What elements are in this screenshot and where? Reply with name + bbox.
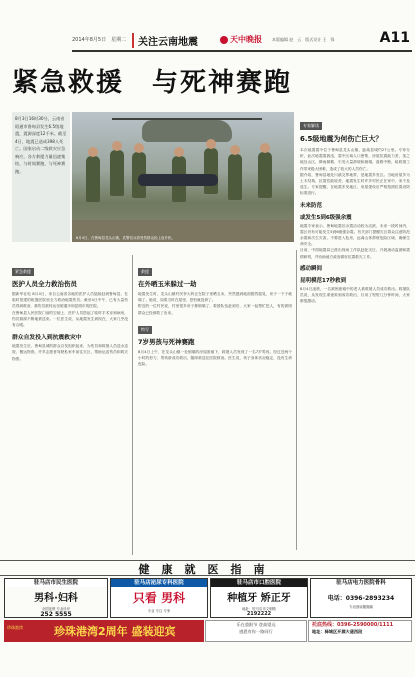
section-tag: 救援 xyxy=(138,268,152,276)
ad-line: 乐在重阳节 登高望远 xyxy=(236,622,276,627)
article-paragraph: 8月4日凌晨，一名被困废墟中的老人被救援人员成功救出。救援队员说，从发现生命迹象到成功救出，仅用了短短几分钟时间，大家都很激动。 xyxy=(300,286,410,304)
editors-credit: 本版编辑 赵 云 版式设计 王 锋 xyxy=(272,37,335,42)
ad-dental-hospital[interactable] xyxy=(210,578,308,618)
article-headline: 医护人员全力救治伤员 xyxy=(12,280,77,288)
contact-ad[interactable] xyxy=(308,620,412,642)
ad-main-text: 电话：0396-2893234 xyxy=(327,595,395,602)
page-number: A11 xyxy=(379,30,410,46)
ad-logo: 珍珠港湾 xyxy=(7,625,23,630)
ad-header: 驻马店市口腔医院 xyxy=(211,579,307,587)
photo-caption: 8月4日，在鲁甸县龙头山镇，武警官兵将受伤群众抬上直升机。 xyxy=(76,236,175,240)
article-paragraph: 地震发生后，鲁甸县城的群众自发组织起来，为伤员和救援人员送水送饭，搬运物资。许多志愿者驾驶私家车前往灾区，帮助运送伤员和救灾物资。 xyxy=(12,344,128,361)
rescue-photo xyxy=(72,112,294,242)
slogan-ad[interactable] xyxy=(205,620,307,642)
ad-subtext: 专业 专注 专家 xyxy=(147,609,171,613)
subhead: 未来防范 xyxy=(300,202,323,209)
ad-minsheng-hospital[interactable] xyxy=(4,578,108,618)
lede-text: 8月3日16时30分，云南省昭通市鲁甸县发生6.5级地震，震源深度12千米。截至4日，地震已造成398人死亡。国家启动二级救灾应急响应，各方救援力量迅速集结，与时间赛跑，与死神赛跑。 xyxy=(15,116,67,174)
section-title: 关注云南地震 xyxy=(132,33,198,48)
section-tag: 专家解读 xyxy=(300,122,322,130)
ad-address: 地址：驿城区开源大道西段 xyxy=(312,628,363,634)
article-headline: 6.5级地震为何伤亡巨大？ xyxy=(300,135,383,143)
ad-subtext: 专治颈肩腰腿痛 xyxy=(349,605,373,609)
pearl-bay-ad[interactable] xyxy=(4,620,204,642)
ad-row xyxy=(4,578,412,618)
lede-box xyxy=(12,112,70,242)
ad-title: 珍珠港湾2周年 盛装迎宾 xyxy=(54,625,176,638)
ad-main-text: 只看 男科 xyxy=(132,591,186,605)
newspaper-logo: 天中晚报 xyxy=(220,34,262,45)
ad-urology-hospital[interactable] xyxy=(110,578,208,618)
soldier-figure xyxy=(110,150,124,196)
column-divider xyxy=(132,255,133,555)
subhead: 昆明模范17秒救到 xyxy=(300,277,347,284)
article-paragraph: 据介绍，鲁甸县地处川滇交界地带，是地震多发区。当地房屋多为土木结构，抗震性能较差，地震发生时许多村民正在家中，来不及逃生。专家提醒，在地震多发地区，房屋建设应严格按照抗震设防标准进行。 xyxy=(300,172,410,196)
ad-phone: 2192222 xyxy=(246,611,272,617)
ad-phone: 托底热线：0396-2590000/1111 xyxy=(312,622,394,628)
article-headline: 7岁男孩与死神赛跑 xyxy=(138,337,195,346)
soldier-figure xyxy=(258,152,272,198)
ad-line: 感恩有你一路同行 xyxy=(239,629,273,634)
logo-icon xyxy=(220,36,228,44)
issue-date: 2014年8月5日 星期二 xyxy=(72,37,127,43)
soldier-figure xyxy=(228,154,242,200)
article-paragraph: 地震专家表示，鲁甸地震后余震活动较为活跃，未来一段时间内，震区仍有可能发生5到6级强余震。有关部门提醒灾区群众注意防范余震和次生灾害，不要进入危房，远离山体滑坡危险区域，确保生命安全。 xyxy=(300,223,410,247)
ad-subtext: 全国连锁 专业诊疗 xyxy=(41,607,71,611)
article-left xyxy=(12,258,128,362)
article-paragraph: 在鲁甸县人民医院门前的空地上，医护人员搭起了临时手术室和病房，伤员源源不断地被送来。一位医生说，从地震发生到现在，大家几乎没有合眼。 xyxy=(12,310,128,328)
subhead: 或发生5到6级强余震 xyxy=(300,214,352,221)
ad-electric-hospital[interactable] xyxy=(310,578,412,618)
masthead xyxy=(72,30,412,52)
helicopter xyxy=(142,120,232,142)
article-paragraph: 目前，中国地震局已派出现场工作队赶赴灾区，开展流动监测和震情研判，并协助地方政府做好抗震救灾工作。 xyxy=(300,248,410,259)
column-divider xyxy=(296,250,297,550)
stretcher xyxy=(138,174,218,186)
article-headline: 在外晒玉米躲过一劫 xyxy=(138,280,197,288)
ad-phone: 252 5555 xyxy=(40,611,72,618)
ad-subtext: 地址：驻马店市文明路 xyxy=(242,607,276,611)
article-middle xyxy=(138,258,292,367)
section-tag: 紧急救援 xyxy=(12,268,34,276)
ad-header: 驻马店市民生医院 xyxy=(5,579,107,587)
soldier-figure xyxy=(86,156,100,202)
article-paragraph: 据新华社电 8月4日，来自云南省各地的医护人员陆续赶到鲁甸县，在临时搭建的帐篷医院里全力救治地震伤员。截至4日中午，已有大量伤员得到救治，重伤员被转运至昭通市和昆明市的医院。 xyxy=(12,292,128,309)
soldier-figure xyxy=(204,148,218,194)
ad-main-text: 男科·妇科 xyxy=(34,593,78,604)
article-paragraph: 附近的一位村民说，村里很多房子都倒塌了，救援队伍赶到后，大家一起帮忙挖人，有的被困群众已经被救了出来。 xyxy=(138,304,292,315)
article-paragraph: 8月4日上午，在龙头山镇一处倒塌的房屋废墟下，救援人员发现了一名7岁男孩。经过近两个小时的努力，男孩被成功救出，随即被送往医院救治。医生说，孩子身体状况稳定，没有生命危险。 xyxy=(138,349,292,367)
ad-header: 驻马店电力医院骨科 xyxy=(311,579,411,587)
article-paragraph: 地震发生时，龙头山镇村民李大妈正在院子里晒玉米，突然感到地面剧烈摇晃，房子一下子就塌了。她说，如果当时在屋里，恐怕就没命了。 xyxy=(138,292,292,303)
page-headline: 紧急救援 与死神赛跑 xyxy=(12,68,293,98)
subhead: 群众自发投入到抗震救灾中 xyxy=(12,335,82,342)
right-column xyxy=(300,112,410,304)
bottom-banner xyxy=(4,620,412,642)
section-tag: 特写 xyxy=(138,326,152,334)
article-paragraph: 本次地震震中位于鲁甸县龙头山镇，距离县城约27公里。专家分析，此次地震震源浅，震中区域人口密集，房屋抗震能力差，加之地处山区，降雨频繁，引发大量滑坡和崩塌，道路中断，给救援工作带来极大困难，造成了较大的人员伤亡。 xyxy=(300,148,410,171)
ad-header: 驻马店泌尿专科医院 xyxy=(111,579,207,587)
ad-main-text: 种植牙 矫正牙 xyxy=(227,593,291,604)
subhead: 感动瞬间 xyxy=(300,265,323,272)
ad-section-title: 健康就医指南 xyxy=(0,560,415,576)
